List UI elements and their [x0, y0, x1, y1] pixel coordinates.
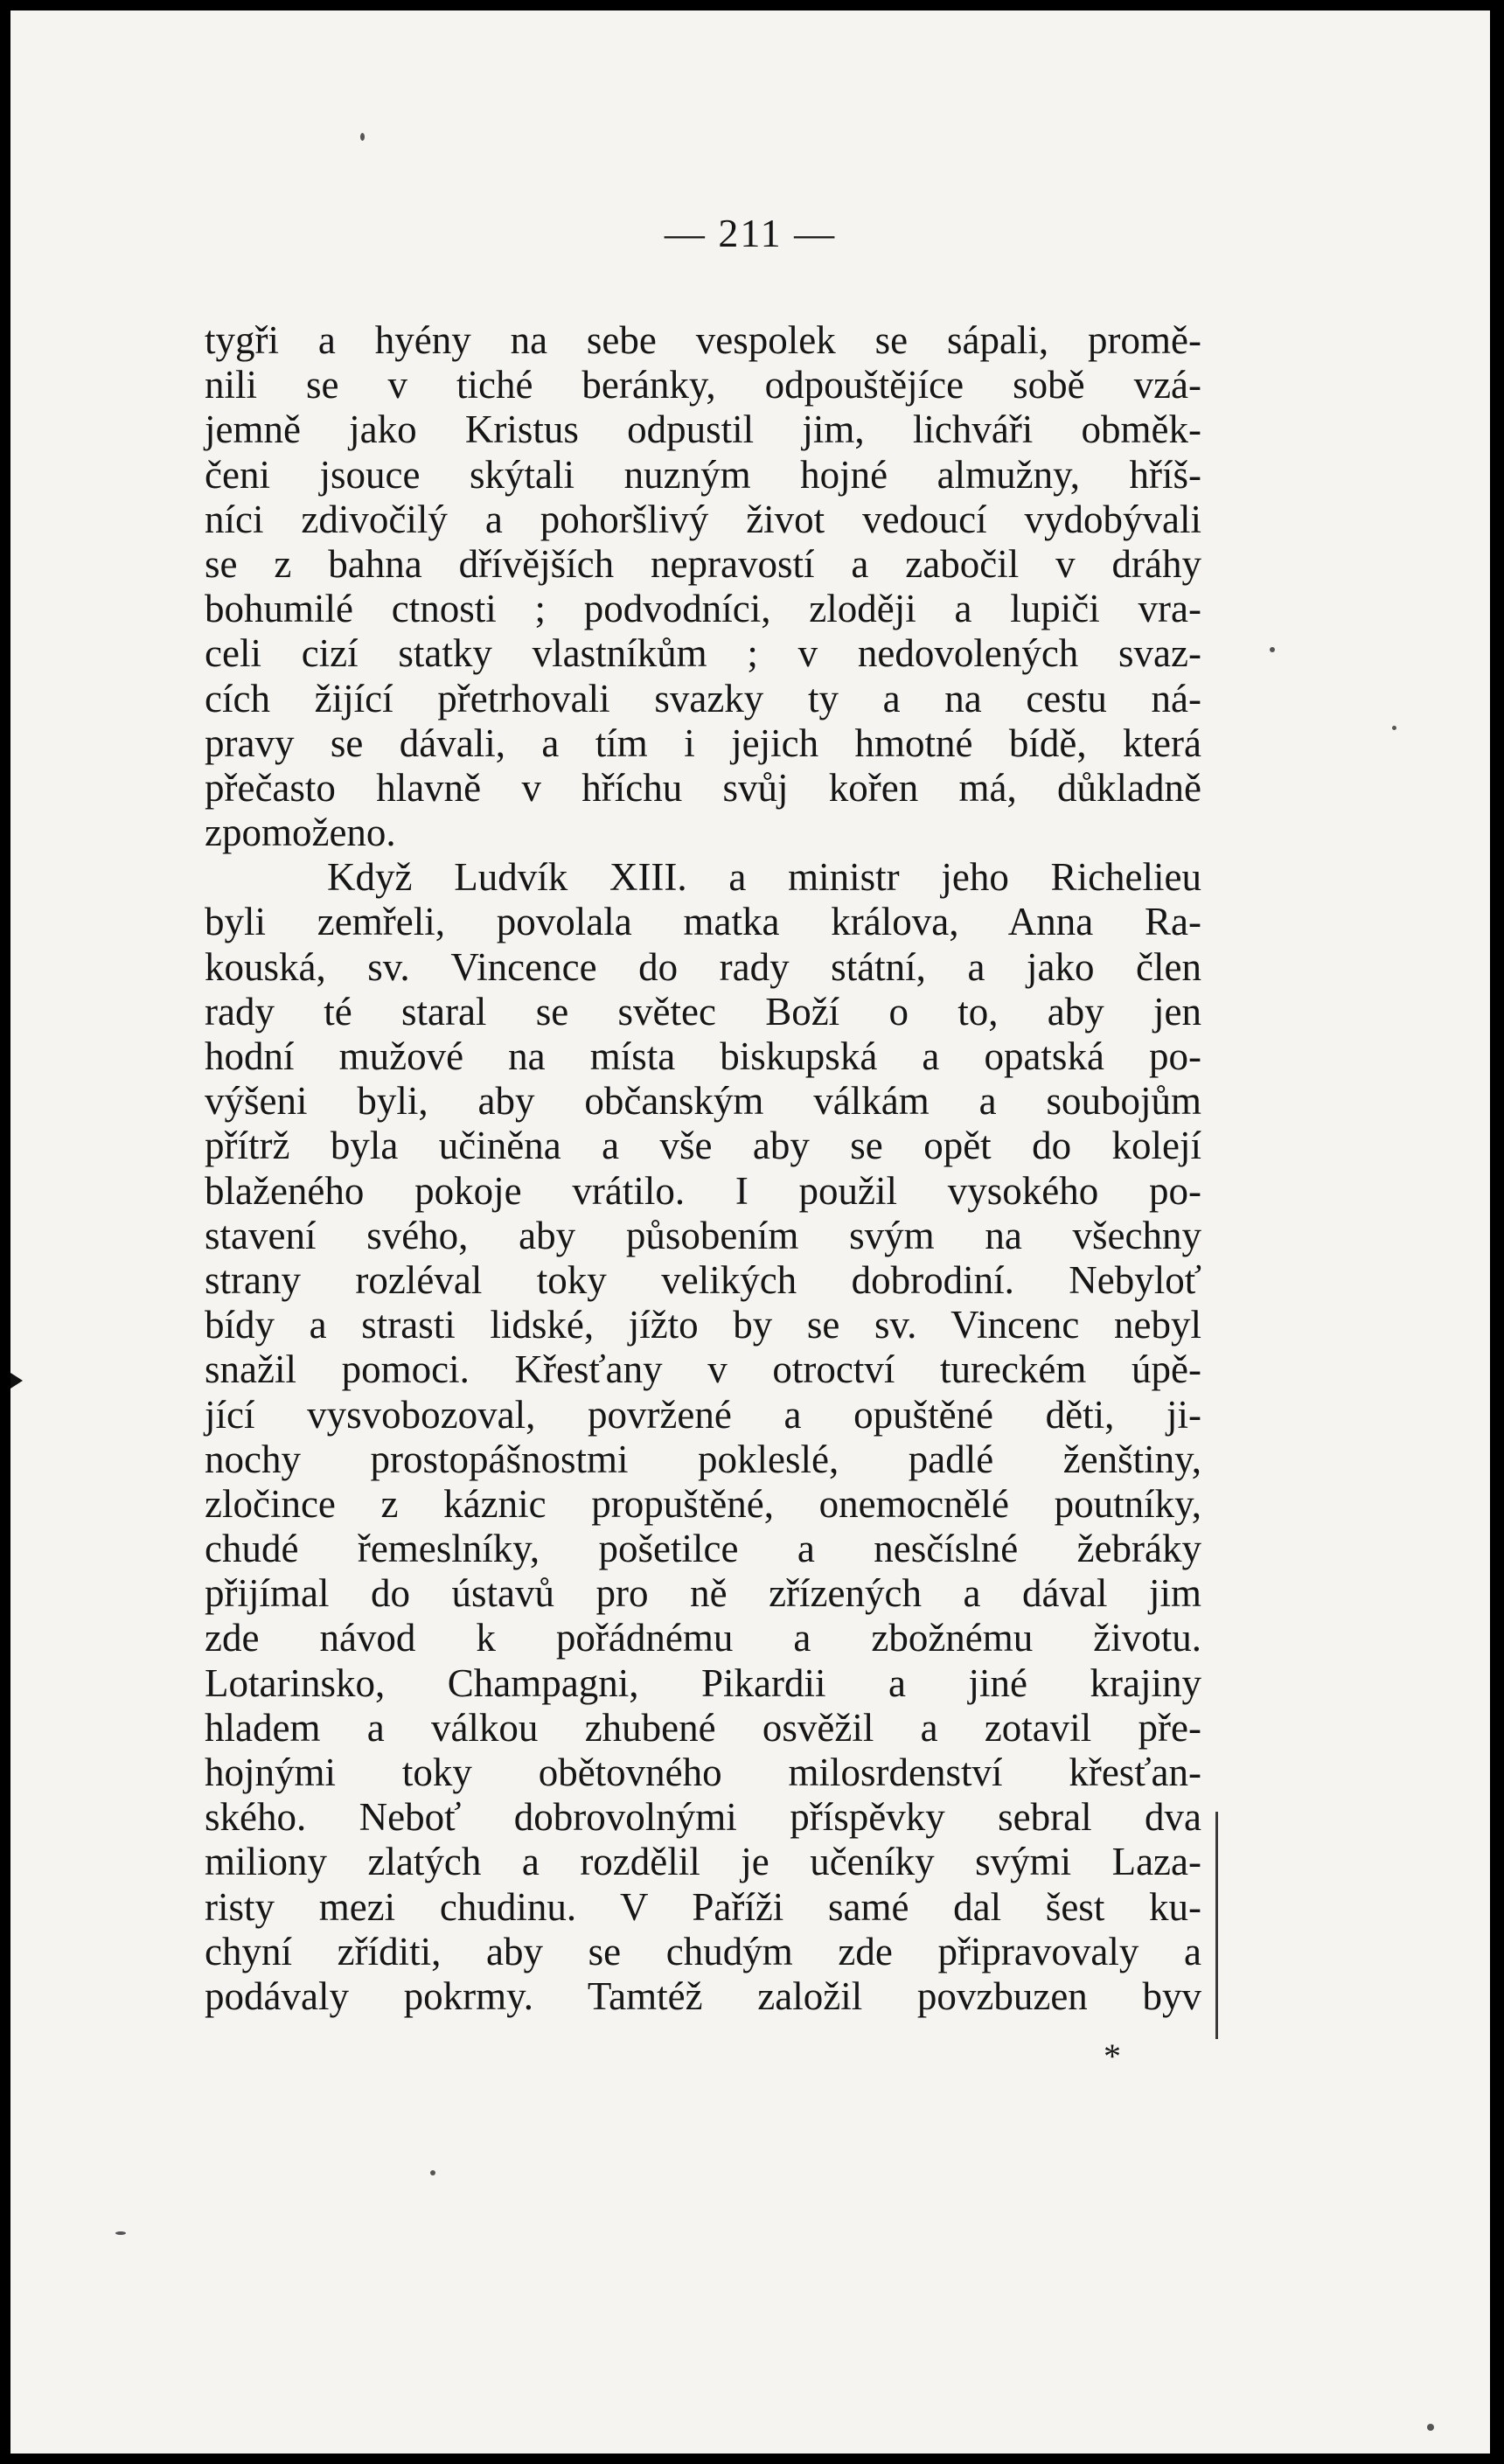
- paper-speck: [430, 2170, 435, 2175]
- paper-speck: [360, 133, 365, 141]
- text-line: nochy prostopášnostmi pokleslé, padlé ženštiny,: [205, 1437, 1201, 1481]
- text-line: bohumilé ctnosti ; podvodníci, zloději a lupiči vra-: [205, 587, 1201, 631]
- text-line: jemně jako Kristus odpustil jim, lichváři obměk-: [205, 407, 1201, 452]
- text-line: přečasto hlavně v hříchu svůj kořen má, důkladně: [205, 765, 1201, 810]
- text-line: rady té staral se světec Boží o to, aby jen: [205, 989, 1201, 1034]
- paper-speck: [1392, 726, 1396, 730]
- text-line: Lotarinsko, Champagni, Pikardii a jiné krajiny: [205, 1660, 1201, 1705]
- text-line: blaženého pokoje vrátilo. I použil vysokého po-: [205, 1168, 1201, 1213]
- paper-speck: [115, 2231, 126, 2235]
- paper-speck: [1270, 647, 1275, 652]
- text-line: jící vysvobozoval, povržené a opuštěné děti, ji-: [205, 1392, 1201, 1437]
- text-line: zde návod k pořádnému a zbožnému životu.: [205, 1616, 1201, 1660]
- text-line: miliony zlatých a rozdělil je učeníky svými Laza-: [205, 1840, 1201, 1884]
- text-line: Když Ludvík XIII. a ministr jeho Richelieu: [327, 855, 1201, 900]
- margin-rule: [1215, 1812, 1218, 2039]
- text-line: přítrž byla učiněna a vše aby se opět do kolejí: [205, 1124, 1201, 1168]
- text-line: strany rozléval toky velikých dobrodiní. Nebyloť: [205, 1257, 1201, 1302]
- text-line: hodní mužové na místa biskupská a opatská po-: [205, 1034, 1201, 1078]
- text-line: hojnými toky obětovného milosrdenství křesťan-: [205, 1751, 1201, 1794]
- text-line: celi cizí statky vlastníkům ; v nedovolených svaz-: [205, 631, 1201, 676]
- text-line: bídy a strasti lidské, jížto by se sv. Vincenc nebyl: [205, 1303, 1201, 1347]
- body-text: [205, 318, 1201, 2019]
- text-line: snažil pomoci. Křesťany v otroctví tureckém úpě-: [205, 1347, 1201, 1392]
- text-line: byli zemřeli, povolala matka králova, Anna Ra-: [205, 900, 1201, 944]
- text-line: níci zdivočilý a pohoršlivý život vedoucí vydobývali: [205, 497, 1201, 541]
- text-line: kouská, sv. Vincence do rady státní, a jako člen: [205, 944, 1201, 989]
- text-line: výšeni byli, aby občanským válkám a soubojům: [205, 1079, 1201, 1124]
- signature-mark: *: [1104, 2036, 1121, 2076]
- text-line: stavení svého, aby působením svým na všechny: [205, 1213, 1201, 1257]
- text-line: nili se v tiché beránky, odpouštějíce sobě vzá-: [205, 363, 1201, 407]
- margin-arrow-icon: [10, 1373, 23, 1389]
- text-line: zpomoženo.: [205, 811, 396, 855]
- text-line: cích žijící přetrhovali svazky ty a na cestu ná-: [205, 676, 1201, 720]
- text-line: risty mezi chudinu. V Paříži samé dal šest ku-: [205, 1884, 1201, 1929]
- text-line: chyní zříditi, aby se chudým zde připravovaly a: [205, 1929, 1201, 1973]
- text-line: zločince z káznic propuštěné, onemocnělé poutníky,: [205, 1481, 1201, 1526]
- page-number: — 211 —: [664, 211, 837, 255]
- text-line: pravy se dávali, a tím i jejich hmotné bídě, která: [205, 720, 1201, 765]
- text-line: tygři a hyény na sebe vespolek se sápali, promě-: [205, 318, 1201, 362]
- text-line: čeni jsouce skýtali nuzným hojné almužny, hříš-: [205, 452, 1201, 497]
- text-line: hladem a válkou zhubené osvěžil a zotavil pře-: [205, 1705, 1201, 1750]
- text-line: podávaly pokrmy. Tamtéž založil povzbuzen byv: [205, 1973, 1201, 2018]
- paper-speck: [1427, 2424, 1434, 2431]
- text-line: se z bahna dřívějších nepravostí a zabočil v dráhy: [205, 541, 1201, 586]
- text-line: chudé řemeslníky, pošetilce a nesčíslné žebráky: [205, 1527, 1201, 1571]
- text-line: přijímal do ústavů pro ně zřízených a dával jim: [205, 1571, 1201, 1616]
- book-page: [10, 10, 1490, 2454]
- text-line: ského. Neboť dobrovolnými příspěvky sebral dva: [205, 1795, 1201, 1840]
